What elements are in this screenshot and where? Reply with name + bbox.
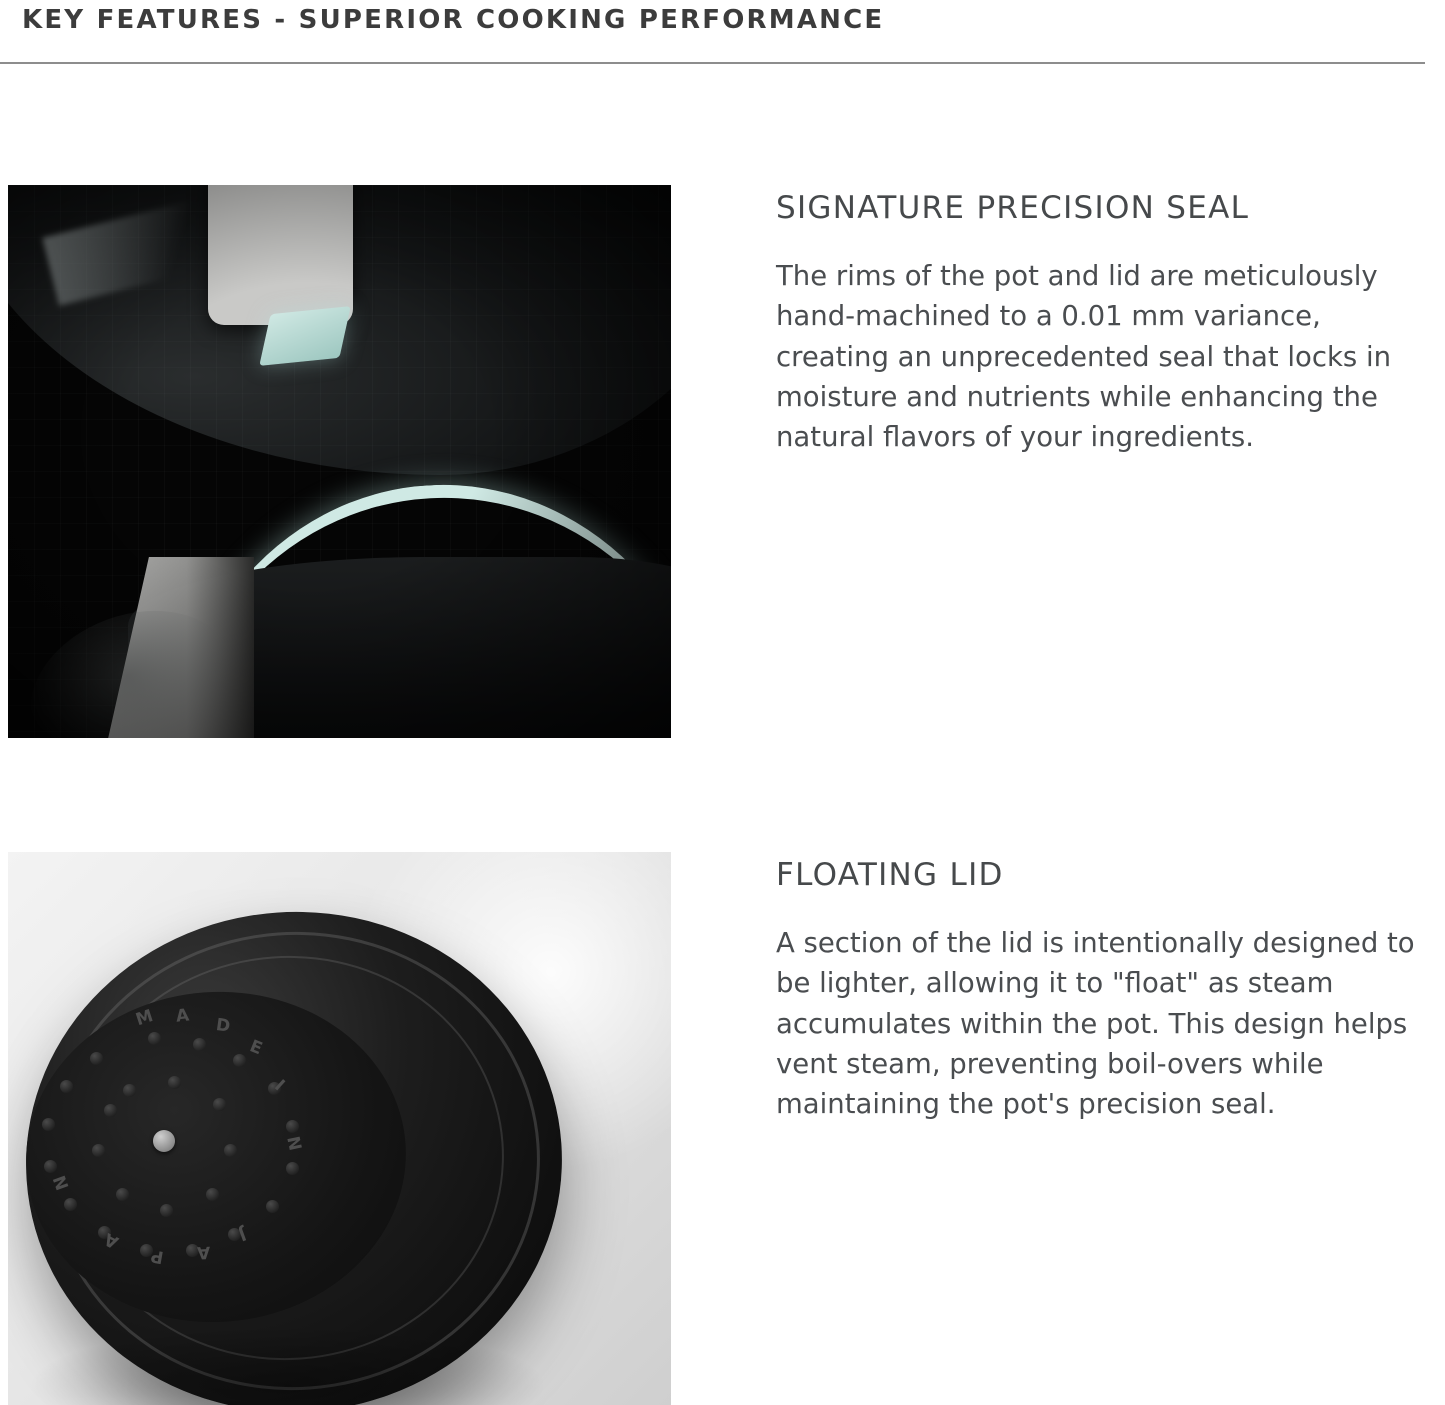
lid-letter: E [246, 1035, 266, 1060]
feature-heading: SIGNATURE PRECISION SEAL [776, 189, 1250, 226]
lid-letter: N [49, 1171, 74, 1193]
lid-letter: A [195, 1241, 211, 1262]
feature-text-block [671, 185, 1445, 457]
lid-letter: I [270, 1075, 290, 1096]
lid-drop-shadow [28, 1325, 548, 1405]
floating-lid-photo [8, 852, 671, 1405]
precision-seal-photo [8, 185, 671, 738]
feature-list [0, 185, 1445, 1405]
feature-row [0, 852, 1445, 1405]
lid-knob [153, 1130, 175, 1152]
lid-letter: A [174, 1004, 192, 1027]
feature-heading: FLOATING LID [776, 856, 1004, 893]
page-header [0, 0, 1445, 51]
header-divider [0, 62, 1425, 64]
lid-letter: D [214, 1014, 233, 1037]
feature-text-block [671, 852, 1445, 1124]
lid-letter: J [234, 1222, 249, 1245]
photo-vignette [8, 185, 671, 738]
page-title: KEY FEATURES - SUPERIOR COOKING PERFORMANCE [22, 5, 885, 35]
lid-letter: A [100, 1227, 122, 1252]
feature-body: The rims of the pot and lid are meticulously hand-machined to a 0.01 mm variance, creating an unprecedented seal that locks in moisture and nutrients while enhancing the natural flavors of your ingredients. [776, 260, 1392, 453]
feature-row [0, 185, 1445, 738]
feature-body: A section of the lid is intentionally designed to be lighter, allowing it to "float" as steam accumulates within the pot. This design helps vent steam, preventing boil-overs while maintaining the pot's precision seal. [776, 927, 1415, 1120]
lid-letter: N [282, 1134, 305, 1154]
lid-letter: M [133, 1005, 157, 1030]
lid-letter: P [148, 1244, 166, 1267]
